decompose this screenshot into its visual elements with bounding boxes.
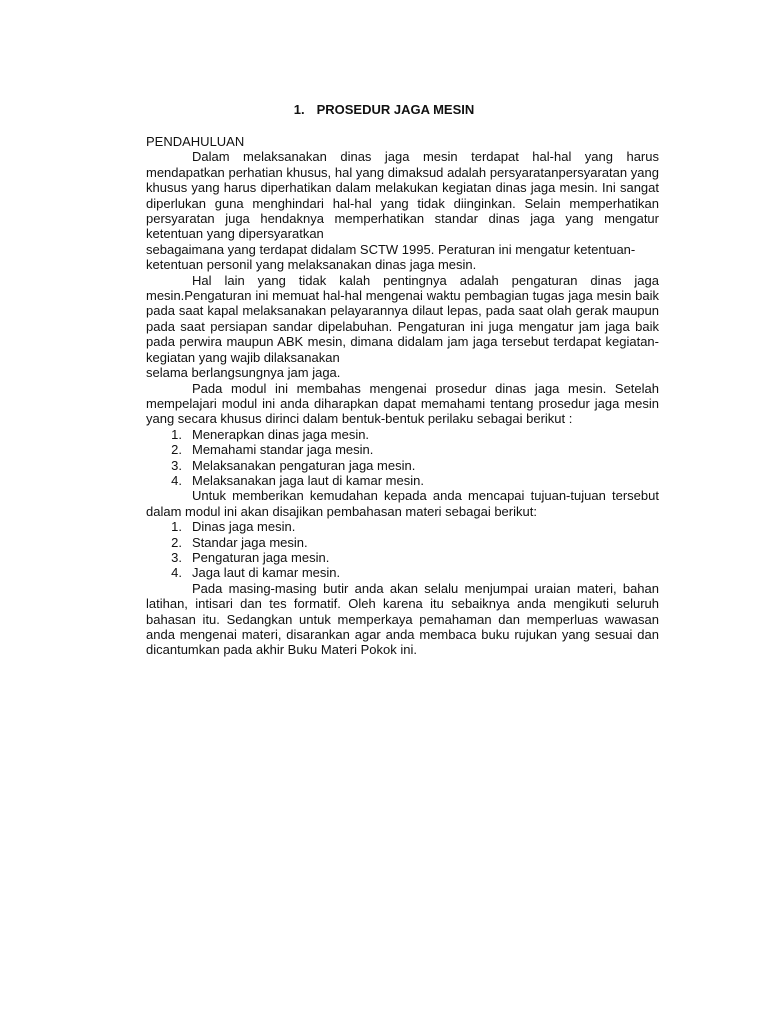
list-item: 2. Standar jaga mesin.: [171, 534, 308, 550]
list-item: 2. Memahami standar jaga mesin.: [171, 442, 374, 458]
paragraph-2-continued: selama berlangsungnya jam jaga.: [146, 365, 341, 381]
section-heading: PENDAHULUAN: [146, 134, 245, 149]
list-item: 1. Menerapkan dinas jaga mesin.: [171, 426, 370, 442]
list-item: 1. Dinas jaga mesin.: [171, 519, 296, 535]
paragraph-2: Hal lain yang tidak kalah pentingnya adalah pengaturan dinas jaga mesin.Pengaturan ini memuat hal-hal mengenai waktu pembagian tugas jaga mesin baik pada saat kapal melaksanakan pelayarannya dilaut lepas, pada saat olah gerak maupun pada saat persiapan sandar dipelabuhan. Pengaturan ini juga mengatur jam jaga baik pada perwira maupun ABK mesin, dimana didalam jam jaga tersebut terdapat kegiatan-kegiatan yang wajib dilaksanakan: [146, 272, 659, 365]
topics-list: [146, 519, 659, 581]
list-item: 3. Pengaturan jaga mesin.: [171, 549, 330, 565]
list-item: 4. Jaga laut di kamar mesin.: [171, 565, 341, 581]
title-text: PROSEDUR JAGA MESIN: [316, 102, 475, 117]
paragraph-3: Pada modul ini membahas mengenai prosedur dinas jaga mesin. Setelah mempelajari modul ini anda diharapkan dapat memahami tentang prosedur jaga mesin yang secara khusus dirinci dalam bentuk-bentuk perilaku sebagai berikut :: [146, 380, 659, 427]
paragraph-1: Dalam melaksanakan dinas jaga mesin terdapat hal-hal yang harus mendapatkan perhatian khusus, hal yang dimaksud adalah persyaratanpersyaratan yang khusus yang harus diperhatikan dalam melakukan kegiatan dinas jaga mesin. Ini sangat diperlukan guna menghindari hal-hal yang tidak diinginkan. Selain memperhatikan persyaratan juga hendaknya memperhatikan standar dinas jaga yang mengatur ketentuan yang dipersyaratkan: [146, 149, 659, 242]
objectives-list: [146, 427, 659, 489]
list-item: 3. Melaksanakan pengaturan jaga mesin.: [171, 457, 416, 473]
document-body: [146, 134, 659, 658]
paragraph-5: Pada masing-masing butir anda akan selalu menjumpai uraian materi, bahan latihan, intisari dan tes formatif. Oleh karena itu sebaiknya anda mengikuti seluruh bahasan itu. Sedangkan untuk memperkaya pemahaman dan memperluas wawasan anda mengenai materi, disarankan agar anda membaca buku rujukan yang sesuai dan dicantumkan pada akhir Buku Materi Pokok ini.: [146, 580, 659, 658]
paragraph-4: Untuk memberikan kemudahan kepada anda mencapai tujuan-tujuan tersebut dalam modul ini akan disajikan pembahasan materi sebagai berikut:: [146, 488, 659, 519]
title-number: 1.: [293, 102, 305, 117]
paragraph-1-continued: sebagaimana yang terdapat didalam SCTW 1995. Peraturan ini mengatur ketentuan-ketentuan personil yang melaksanakan dinas jaga mesin.: [146, 241, 636, 273]
list-item: 4. Melaksanakan jaga laut di kamar mesin.: [171, 472, 424, 488]
page-title: [0, 102, 768, 117]
